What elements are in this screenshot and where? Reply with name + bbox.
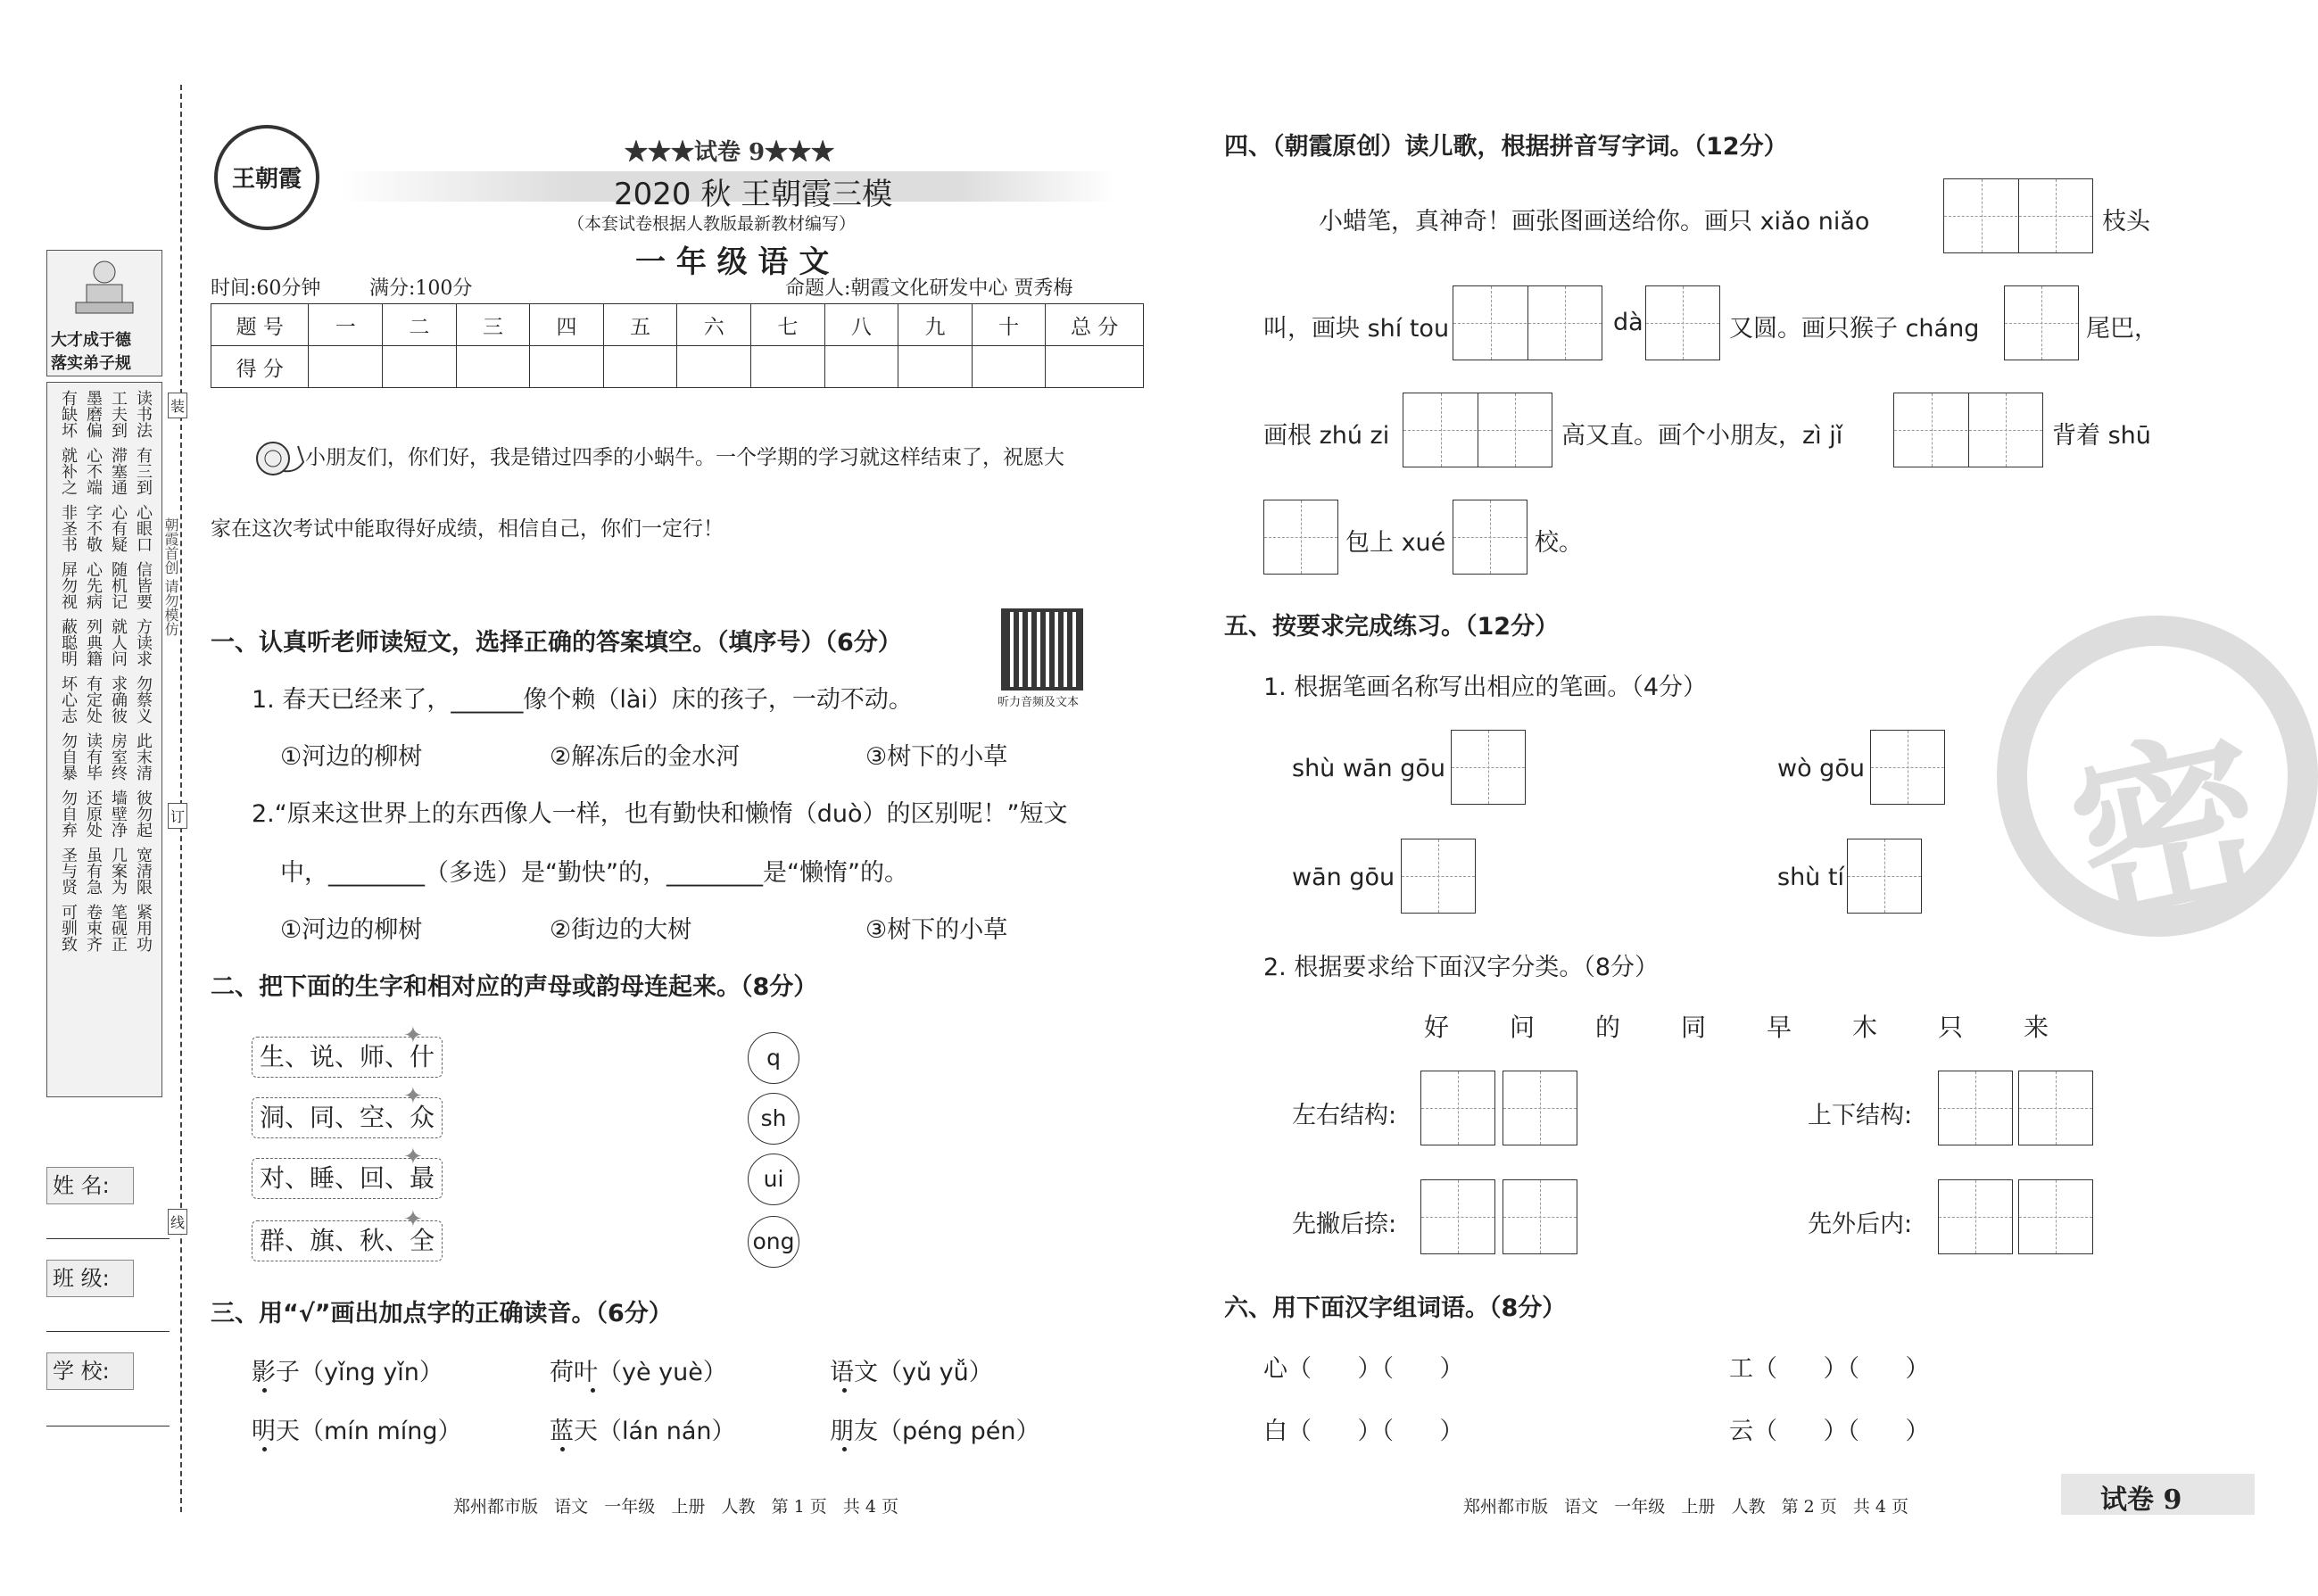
- poem-column: 随机记: [109, 561, 128, 609]
- q4-box-da[interactable]: [1645, 285, 1720, 360]
- q5-title: 五、按要求完成练习。（12分）: [1224, 613, 1560, 641]
- poem-box: [46, 382, 162, 1097]
- q5-stroke-4: shù tí: [1777, 864, 1844, 891]
- poem-column: 心先病: [84, 561, 103, 609]
- q1-title: 一、认真听老师读短文，选择正确的答案填空。（填序号）（6分）: [211, 629, 902, 657]
- score-cell[interactable]: [677, 346, 751, 388]
- emphasis-dot: [262, 1447, 267, 1451]
- score-header-cell: 一: [309, 304, 383, 346]
- scholar-figure-icon: [70, 258, 138, 320]
- exam-time: 时间:60分钟: [211, 277, 321, 300]
- q5-sub2: 2. 根据要求给下面汉字分类。（8分）: [1263, 954, 1660, 981]
- score-header-cell: 九: [898, 304, 973, 346]
- score-cell[interactable]: [456, 346, 530, 388]
- q1-sentence-1: 1. 春天已经来了，______像个赖（lài）床的孩子，一动不动。: [252, 686, 913, 714]
- score-value-row: [211, 346, 1144, 388]
- q5-sub1: 1. 根据笔画名称写出相应的笔画。（4分）: [1263, 674, 1708, 701]
- poem-column: 工夫到: [109, 390, 128, 438]
- poem-block: [56, 561, 154, 609]
- q5-cat-box[interactable]: [1938, 1179, 2013, 1254]
- q2-sound-2[interactable]: sh: [748, 1093, 799, 1145]
- q4-box-xiaoniao[interactable]: [1943, 178, 2093, 253]
- q5-stroke-box-1[interactable]: [1451, 730, 1526, 805]
- q4-line4b: 校。: [1535, 529, 1583, 557]
- score-cell[interactable]: [530, 346, 604, 388]
- score-cell[interactable]: [603, 346, 677, 388]
- poem-column: 读书法: [134, 390, 153, 438]
- score-cell[interactable]: [383, 346, 457, 388]
- q2-sound-1[interactable]: q: [748, 1032, 799, 1084]
- score-table: [211, 303, 1144, 388]
- score-header-cell: 五: [603, 304, 677, 346]
- q4-line2a: 叫，画块 shí tou: [1263, 315, 1450, 343]
- score-cell[interactable]: [824, 346, 898, 388]
- score-cell[interactable]: [1046, 346, 1144, 388]
- qr-caption: 听力音频及文本: [998, 696, 1080, 709]
- q5-stroke-2: wò gōu: [1777, 755, 1865, 782]
- q5-char: 好: [1424, 1013, 1450, 1042]
- poem-block: [56, 847, 154, 895]
- score-row-label: 得 分: [211, 346, 309, 388]
- q2-sound-4[interactable]: ong: [748, 1216, 799, 1268]
- star-icon: ✦: [403, 1022, 423, 1049]
- school-label: 学 校:: [46, 1352, 134, 1390]
- q1-opt-2-c: ③树下的小草: [865, 916, 1008, 944]
- q4-line2b: dà: [1613, 309, 1643, 336]
- poem-column: 房室终: [109, 732, 128, 781]
- q4-line3b: 高又直。画个小朋友，zì jǐ: [1561, 422, 1843, 450]
- q2-group-3[interactable]: 对、睡、回、最: [252, 1158, 443, 1199]
- q6-title: 六、用下面汉字组词语。（8分）: [1224, 1294, 1567, 1322]
- q1-sentence-2b: 中，________（多选）是“勤快”的，________是“懒惰”的。: [280, 859, 908, 887]
- poem-column: 信皆要: [134, 561, 153, 609]
- poem-block: [56, 447, 154, 495]
- q3-item[interactable]: 影子（yǐng yǐn）: [252, 1359, 443, 1386]
- score-header-row: [211, 304, 1144, 346]
- motto-line-1: 大才成于德: [51, 331, 131, 350]
- q5-cat-1: 左右结构:: [1292, 1102, 1397, 1129]
- poem-block: [56, 790, 154, 838]
- q5-cat-box[interactable]: [2018, 1071, 2093, 1145]
- score-header-cell: 六: [677, 304, 751, 346]
- score-cell[interactable]: [751, 346, 825, 388]
- footer-tag: 试卷 9: [2100, 1484, 2182, 1516]
- poem-column: 就人问: [109, 618, 128, 666]
- star-icon: ✦: [403, 1144, 423, 1170]
- q5-char: 的: [1595, 1013, 1621, 1042]
- poem-column: 可驯致: [59, 904, 78, 952]
- q5-char: 问: [1510, 1013, 1536, 1042]
- snail-icon: [252, 426, 305, 480]
- poem-column: 心眼口: [134, 504, 153, 552]
- emphasis-dot: [842, 1447, 847, 1451]
- poem-column: 坏心志: [59, 675, 78, 724]
- poem-column: 读有毕: [84, 732, 103, 781]
- q5-char: 只: [1938, 1013, 1964, 1042]
- poem-column: 卷束齐: [84, 904, 103, 952]
- poem-column: 虽有急: [84, 847, 103, 895]
- motto-line-2: 落实弟子规: [51, 354, 131, 373]
- poem-column: 列典籍: [84, 618, 103, 666]
- q4-line1b: 枝头: [2102, 208, 2150, 236]
- poem-column: 字不敬: [84, 504, 103, 552]
- poem-block: [56, 732, 154, 781]
- q5-cat-2: 上下结构:: [1808, 1102, 1913, 1129]
- q5-stroke-1: shù wān gōu: [1292, 755, 1445, 782]
- footer-left: 郑州都市版 语文 一年级 上册 人教 第 1 页 共 4 页: [453, 1497, 899, 1517]
- emphasis-dot: [591, 1388, 595, 1393]
- poem-column: 有定处: [84, 675, 103, 724]
- q5-char: 早: [1767, 1013, 1792, 1042]
- poem-block: [56, 390, 154, 438]
- q5-char: 木: [1852, 1013, 1878, 1042]
- poem-column: 滞塞通: [109, 447, 128, 495]
- q3-item[interactable]: 朋友（péng pén）: [830, 1418, 1040, 1445]
- q2-group-1[interactable]: 生、说、师、什: [252, 1037, 443, 1078]
- q4-box-zhuzi[interactable]: [1403, 393, 1552, 467]
- watermark-char: 密: [2054, 705, 2283, 958]
- q4-line1a: 小蜡笔，真神奇！画张图画送给你。画只 xiǎo niǎo: [1319, 208, 1870, 236]
- poem-column: 有缺坏: [59, 390, 78, 438]
- poem-column: 求确彼: [109, 675, 128, 724]
- q4-line3a: 画根 zhú zi: [1263, 422, 1390, 450]
- poem-column: 非圣书: [59, 504, 78, 552]
- poem-block: [56, 904, 154, 952]
- score-header-cell: 总 分: [1046, 304, 1144, 346]
- q5-cat-box[interactable]: [2018, 1179, 2093, 1254]
- poem-columns: [56, 390, 154, 961]
- poem-block: [56, 675, 154, 724]
- q4-box-xue[interactable]: [1453, 500, 1527, 575]
- subject-title: 一 年 级 语 文: [635, 244, 830, 280]
- logo-text: 王朝霞: [231, 166, 302, 193]
- q3-item[interactable]: 明天（mín míng）: [252, 1418, 462, 1445]
- exam-note: （本套试卷根据人教版最新教材编写）: [567, 214, 857, 234]
- poem-column: 有三到: [134, 447, 153, 495]
- q1-opt-1-a: ①河边的柳树: [280, 743, 423, 771]
- q4-title: 四、（朝霞原创）读儿歌，根据拼音写字词。（12分）: [1224, 133, 1788, 161]
- score-cell[interactable]: [309, 346, 383, 388]
- poem-column: 就补之: [59, 447, 78, 495]
- class-label: 班 级:: [46, 1260, 134, 1297]
- poem-column: 紧用功: [134, 904, 153, 952]
- q3-title: 三、用“√”画出加点字的正确读音。（6分）: [211, 1300, 673, 1327]
- q3-item[interactable]: 荷叶（yè yuè）: [550, 1359, 727, 1386]
- q5-cat-box[interactable]: [1420, 1179, 1495, 1254]
- poem-column: 屏勿视: [59, 561, 78, 609]
- q5-cat-3: 先撇后捺:: [1292, 1211, 1397, 1238]
- poem-column: 笔砚正: [109, 904, 128, 952]
- q4-box-shitou[interactable]: [1453, 285, 1602, 360]
- poem-column: 勿自弃: [59, 790, 78, 838]
- poem-column: 几案为: [109, 847, 128, 895]
- score-header-cell: 十: [972, 304, 1046, 346]
- emphasis-dot: [560, 1447, 565, 1451]
- poem-block: [56, 504, 154, 552]
- q6-item-3[interactable]: 白（ ）（ ）: [1263, 1418, 1464, 1445]
- star-icon: ✦: [403, 1206, 423, 1233]
- q3-item[interactable]: 蓝天（lán nán）: [550, 1418, 736, 1445]
- poem-column: 圣与贤: [59, 847, 78, 895]
- poem-column: 勿蔡义: [134, 675, 153, 724]
- sidebar: [0, 0, 187, 1596]
- poem-column: 墙壁净: [109, 790, 128, 838]
- q2-group-2[interactable]: 洞、同、空、众: [252, 1097, 443, 1138]
- q6-item-2[interactable]: 工（ ）（ ）: [1729, 1355, 1930, 1383]
- q4-box-shu[interactable]: [1263, 500, 1338, 575]
- paper-number: ★★★试卷 9★★★: [625, 139, 835, 166]
- q1-opt-2-a: ①河边的柳树: [280, 916, 423, 944]
- poem-column: 彼勿起: [134, 790, 153, 838]
- cut-vertical-text: 朝霞首创 请勿模仿: [162, 517, 179, 637]
- q4-line3c: 背着 shū: [2052, 422, 2151, 450]
- q5-cat-box[interactable]: [1503, 1179, 1577, 1254]
- q5-char: 同: [1681, 1013, 1707, 1042]
- q5-cat-box[interactable]: [1938, 1071, 2013, 1145]
- q4-box-ziji[interactable]: [1893, 393, 2043, 467]
- poem-column: 还原处: [84, 790, 103, 838]
- q5-cat-box[interactable]: [1420, 1071, 1495, 1145]
- q4-line2c: 又圆。画只猴子 cháng: [1729, 315, 1980, 343]
- class-line[interactable]: [46, 1331, 170, 1332]
- score-cell[interactable]: [898, 346, 973, 388]
- q5-stroke-box-2[interactable]: [1870, 730, 1945, 805]
- star-icon: ✦: [403, 1083, 423, 1110]
- poem-column: 方读求: [134, 618, 153, 666]
- q5-stroke-box-3[interactable]: [1401, 839, 1476, 914]
- intro-line-1: 小朋友们，你们好，我是错过四季的小蜗牛。一个学期的学习就这样结束了，祝愿大: [305, 446, 1064, 469]
- q2-group-4[interactable]: 群、旗、秋、全: [252, 1220, 443, 1261]
- cut-mark-3: 线: [168, 1209, 187, 1235]
- q5-char: 来: [2024, 1013, 2049, 1042]
- poem-column: 勿自暴: [59, 732, 78, 781]
- q1-opt-1-b: ②解冻后的金水河: [550, 743, 741, 771]
- score-header-cell: 七: [751, 304, 825, 346]
- q2-title: 二、把下面的生字和相对应的声母或韵母连起来。（8分）: [211, 973, 818, 1001]
- q5-stroke-box-4[interactable]: [1847, 839, 1922, 914]
- intro-line-2: 家在这次考试中能取得好成绩，相信自己，你们一定行！: [211, 517, 724, 541]
- q1-opt-2-b: ②街边的大树: [550, 916, 692, 944]
- q5-cat-box[interactable]: [1503, 1071, 1577, 1145]
- score-header-cell: 四: [530, 304, 604, 346]
- score-cell[interactable]: [972, 346, 1046, 388]
- full-score: 满分:100分: [369, 277, 473, 300]
- poem-column: 此末清: [134, 732, 153, 781]
- author: 命题人:朝霞文化研发中心 贾秀梅: [785, 277, 1073, 300]
- q2-sound-3[interactable]: ui: [748, 1154, 799, 1205]
- q1-opt-1-c: ③树下的小草: [865, 743, 1008, 771]
- score-header-cell: 题 号: [211, 304, 309, 346]
- score-header-cell: 八: [824, 304, 898, 346]
- q1-sentence-2a: 2.“原来这世界上的东西像人一样，也有勤快和懒惰（duò）的区别呢！”短文: [252, 800, 1068, 828]
- cut-mark-1: 装: [168, 393, 187, 418]
- logo-seal: [214, 125, 319, 230]
- poem-column: 心不端: [84, 447, 103, 495]
- q4-line4a: 包上 xué: [1345, 529, 1446, 557]
- q5-stroke-3: wān gōu: [1292, 864, 1395, 891]
- q6-item-1[interactable]: 心（ ）（ ）: [1263, 1355, 1464, 1383]
- emphasis-dot: [262, 1388, 267, 1393]
- score-header-cell: 三: [456, 304, 530, 346]
- q6-item-4: 云（ ）（ ）: [1729, 1418, 1930, 1445]
- q3-item[interactable]: 语文（yǔ yǚ）: [830, 1359, 993, 1386]
- name-label: 姓 名:: [46, 1167, 134, 1204]
- motto-box: [46, 250, 162, 376]
- poem-column: 蔽聪明: [59, 618, 78, 666]
- poem-block: [56, 618, 154, 666]
- name-line[interactable]: [46, 1238, 170, 1239]
- exam-title: 2020 秋 王朝霞三模: [614, 177, 893, 212]
- cut-line: [180, 85, 182, 1512]
- cut-mark-2: 订: [168, 803, 187, 829]
- footer-right: 郑州都市版 语文 一年级 上册 人教 第 2 页 共 4 页: [1463, 1497, 1909, 1517]
- q5-cat-4: 先外后内:: [1808, 1211, 1913, 1238]
- poem-column: 宽清限: [134, 847, 153, 895]
- qr-code[interactable]: [1001, 608, 1083, 690]
- q4-box-chang[interactable]: [2004, 285, 2079, 360]
- poem-column: 心有疑: [109, 504, 128, 552]
- poem-column: 墨磨偏: [84, 390, 103, 438]
- q4-line2d: 尾巴，: [2086, 315, 2158, 343]
- score-header-cell: 二: [383, 304, 457, 346]
- emphasis-dot: [842, 1388, 847, 1393]
- secret-watermark: [1997, 616, 2318, 958]
